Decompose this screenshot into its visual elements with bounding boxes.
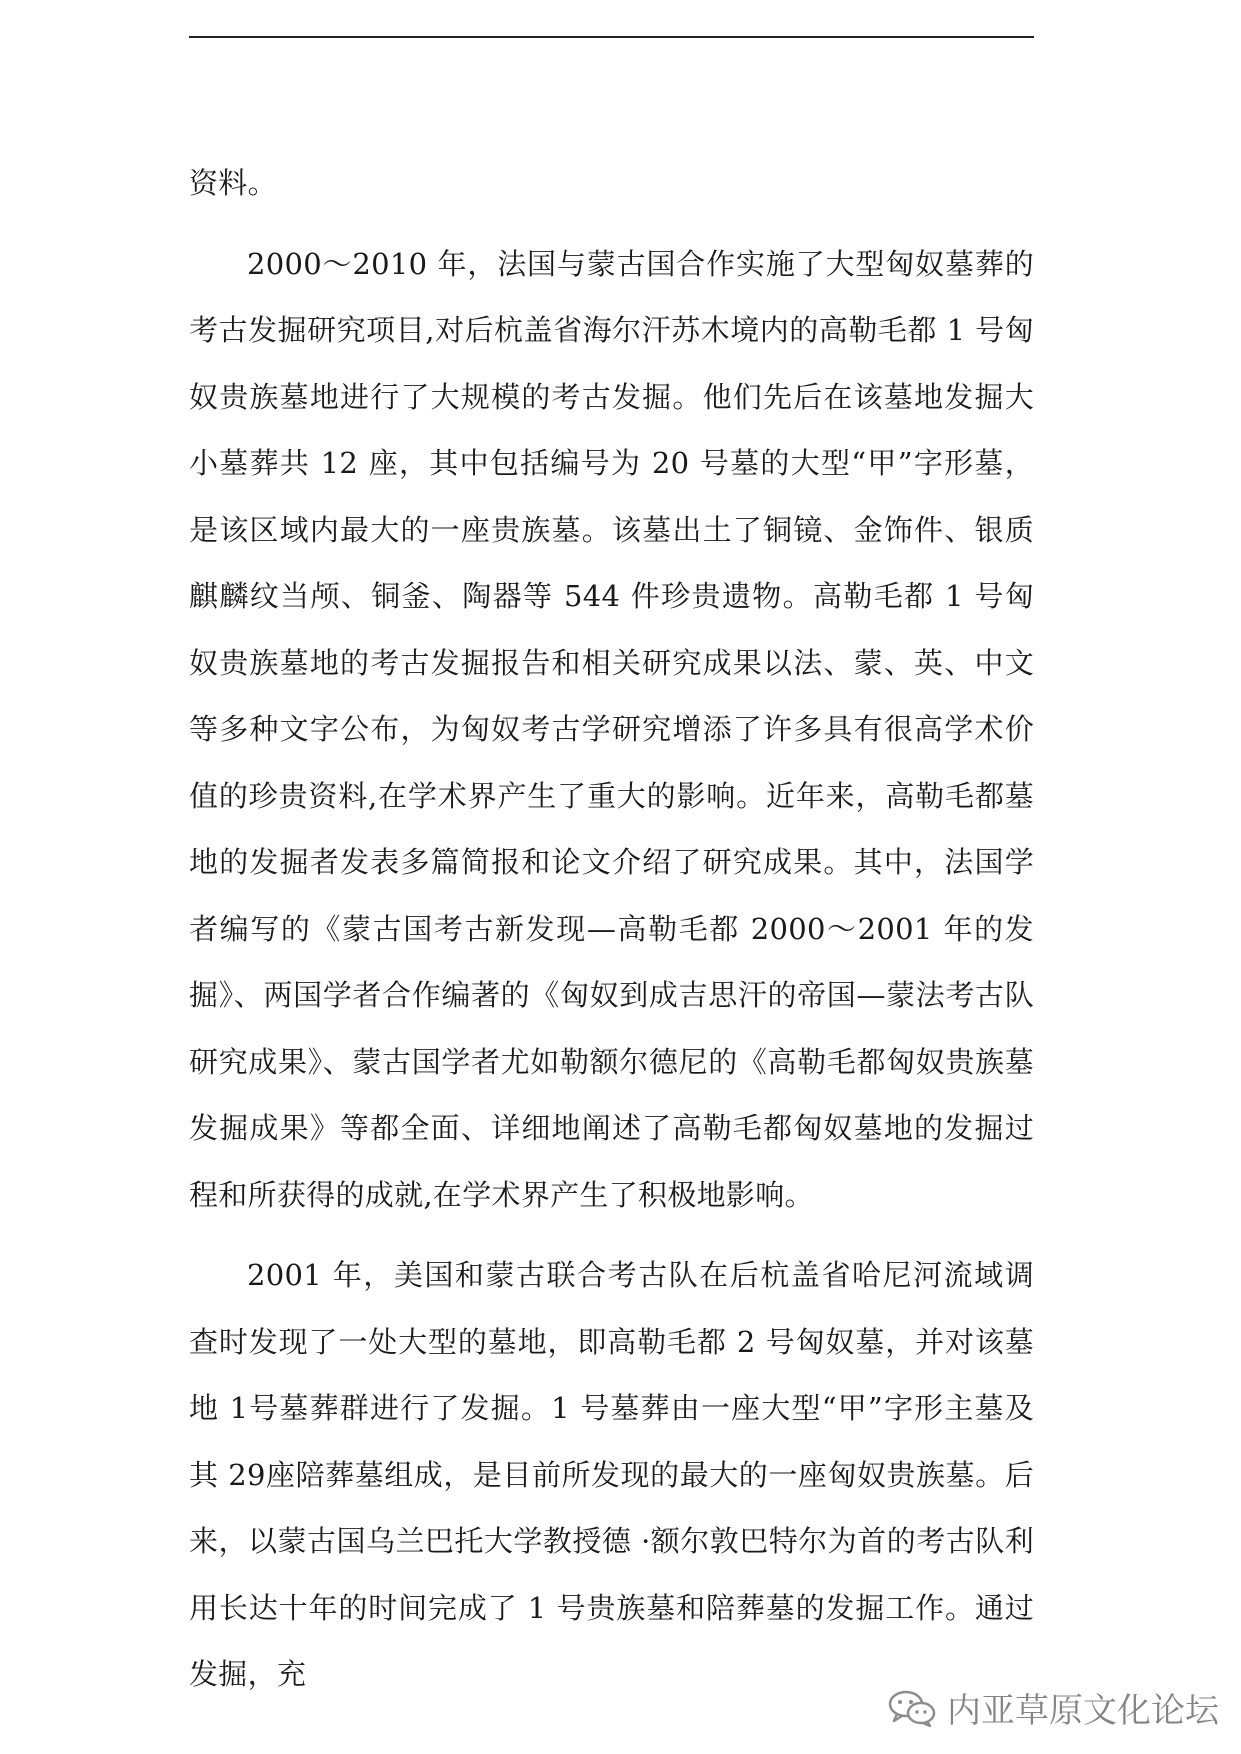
header-rule — [189, 36, 1034, 38]
paragraph-spacer — [189, 217, 1034, 231]
wechat-icon — [887, 1688, 937, 1728]
watermark — [887, 1683, 1219, 1732]
paragraph-french-mongolian-excavation: 2000～2010 年，法国与蒙古国合作实施了大型匈奴墓葬的考古发掘研究项目,对后杭盖省海尔汗苏木境内的高勒毛都 1 号匈奴贵族墓地进行了大规模的考古发掘。他们先后在该墓地发掘大小墓葬共 12 座，其中包括编号为 20 号墓的大型“甲”字形墓，是该区域内最大的一座贵族墓。该墓出土了铜镜、金饰件、银质麒麟纹当颅、铜釜、陶器等 544 件珍贵遗物。高勒毛都 1 号匈奴贵族墓地的考古发掘报告和相关研究成果以法、蒙、英、中文等多种文字公布，为匈奴考古学研究增添了许多具有很高学术价值的珍贵资料,在学术界产生了重大的影响。近年来，高勒毛都墓地的发掘者发表多篇简报和论文介绍了研究成果。其中，法国学者编写的《蒙古国考古新发现—高勒毛都 2000～2001 年的发掘》、两国学者合作编著的《匈奴到成吉思汗的帝国—蒙法考古队研究成果》、蒙古国学者尤如勒额尔德尼的《高勒毛都匈奴贵族墓发掘成果》等都全面、详细地阐述了高勒毛都匈奴墓地的发掘过程和所获得的成就,在学术界产生了积极地影响。 — [189, 246, 1034, 1212]
paragraph-spacer — [189, 1228, 1034, 1242]
paragraph-american-mongolian-excavation: 2001 年，美国和蒙古联合考古队在后杭盖省哈尼河流域调查时发现了一处大型的墓地，即高勒毛都 2 号匈奴墓，并对该墓地 1号墓葬群进行了发掘。1 号墓葬由一座大型“甲”字形主墓及其 29座陪葬墓组成，是目前所发现的最大的一座匈奴贵族墓。后来，以蒙古国乌兰巴托大学教授德 ·额尔敦巴特尔为首的考古队利用长达十年的时间完成了 1 号贵族墓和陪葬墓的发掘工作。通过发掘，充 — [189, 1258, 1034, 1691]
document-body — [189, 150, 1034, 1708]
paragraph-continuation: 资料。 — [189, 166, 277, 200]
watermark-text: 内亚草原文化论坛 — [947, 1691, 1219, 1731]
